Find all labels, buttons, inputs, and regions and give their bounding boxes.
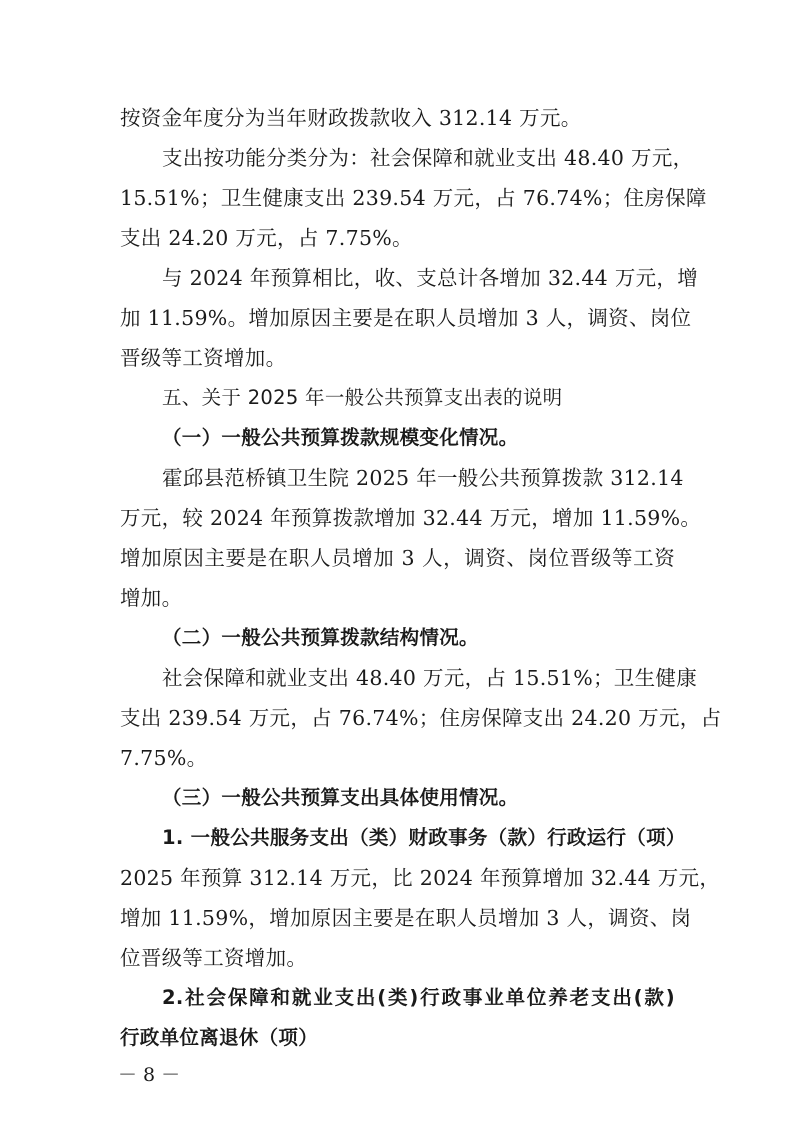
text-line-3: 15.51%；卫生健康支出 239.54 万元，占 76.74%；住房保障 <box>120 186 707 210</box>
text-line-6: 加 11.59%。增加原因主要是在职人员增加 3 人，调资、岗位 <box>120 306 692 330</box>
text-line-2: 支出按功能分类分为：社会保障和就业支出 48.40 万元， <box>162 146 694 170</box>
page-number: － 8 － <box>118 1064 181 1086</box>
subheading-3: （三）一般公共预算支出具体使用情况。 <box>162 786 519 809</box>
text-line-7: 晋级等工资增加。 <box>120 346 287 370</box>
text-line-5: 与 2024 年预算相比，收、支总计各增加 32.44 万元，增 <box>162 266 699 290</box>
item-heading-2: 2.社会保障和就业支出(类)行政事业单位养老支出(款) <box>162 986 675 1009</box>
section-heading-5: 五、关于 2025 年一般公共预算支出表的说明 <box>162 386 563 409</box>
text-line-10: 霍邱县范桥镇卫生院 2025 年一般公共预算拨款 312.14 <box>162 466 684 490</box>
text-line-11: 万元，较 2024 年预算拨款增加 32.44 万元，增加 11.59%。 <box>120 506 702 530</box>
text-line-1: 按资金年度分为当年财政拨款收入 312.14 万元。 <box>120 106 582 130</box>
text-line-17: 7.75%。 <box>120 746 208 770</box>
subheading-1: （一）一般公共预算拨款规模变化情况。 <box>162 426 519 449</box>
text-line-12: 增加原因主要是在职人员增加 3 人，调资、岗位晋级等工资 <box>120 546 675 570</box>
text-line-22: 位晋级等工资增加。 <box>120 946 308 970</box>
text-line-13: 增加。 <box>120 586 183 610</box>
text-line-4: 支出 24.20 万元，占 7.75%。 <box>120 226 413 250</box>
item-heading-2-cont: 行政单位离退休（项） <box>120 1026 319 1049</box>
text-line-21: 增加 11.59%，增加原因主要是在职人员增加 3 人，调资、岗 <box>120 906 692 930</box>
text-line-20: 2025 年预算 312.14 万元，比 2024 年预算增加 32.44 万元， <box>120 866 721 890</box>
subheading-2: （二）一般公共预算拨款结构情况。 <box>162 626 479 649</box>
text-line-15: 社会保障和就业支出 48.40 万元，占 15.51%；卫生健康 <box>162 666 698 690</box>
item-heading-1: 1. 一般公共服务支出（类）财政事务（款）行政运行（项） <box>162 826 686 849</box>
text-line-16: 支出 239.54 万元，占 76.74%；住房保障支出 24.20 万元，占 <box>120 706 722 730</box>
